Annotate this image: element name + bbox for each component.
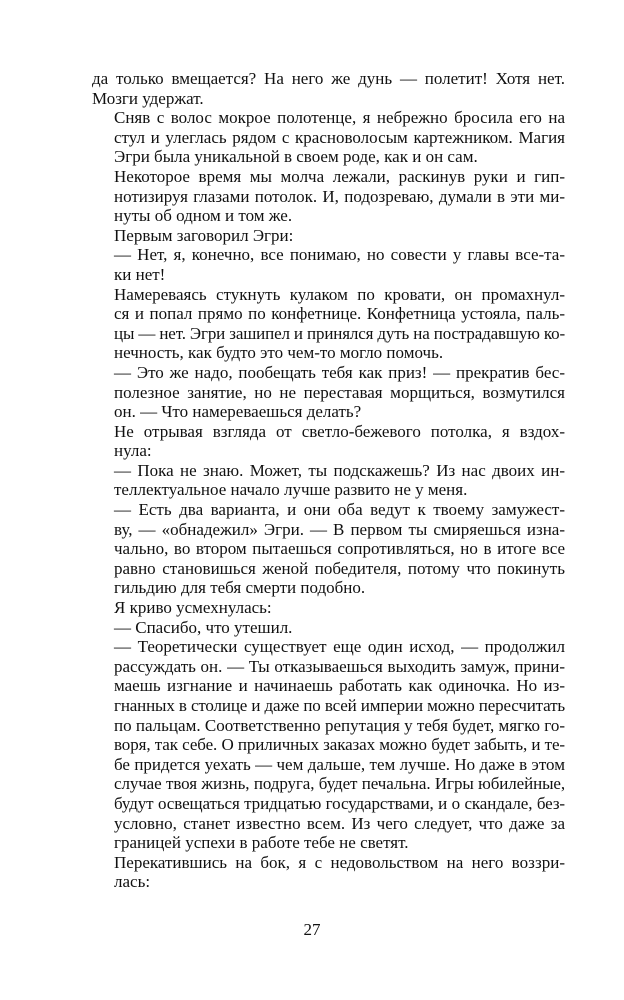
paragraph [92,167,565,226]
text-line: будут освещаться тридцатью государствами, и о скандале, без- [114,793,565,813]
text-line: он. — Что намереваешься делать? [114,402,362,422]
text-line: ся и попал прямо по конфетнице. Конфетница устояла, паль- [114,304,565,324]
text-line: теллектуальное начало лучше развито не у меня. [114,480,468,500]
text-line: Сняв с волос мокрое полотенце, я небрежно бросила его на [114,108,565,128]
text-line: — Спасибо, что утешил. [114,617,293,637]
text-line: чально, во втором пытаешься сопротивляться, но в итоге все [114,539,565,559]
text-line: ву, — «обнадежил» Эгри. — В первом ты смиряешься изна- [114,519,565,539]
paragraph [92,637,565,853]
paragraph [92,618,565,638]
paragraph [92,500,565,598]
paragraph [92,108,565,167]
text-line: — Есть два варианта, и они оба ведут к твоему замужест- [114,500,565,520]
text-line: нуты об одном и том же. [114,206,293,226]
text-line: Некоторое время мы молча лежали, раскинув руки и гип- [114,166,565,186]
paragraph [92,285,565,363]
text-line: бе придется уехать — чем дальше, тем лучше. Но даже в этом [114,754,565,774]
text-line: рассуждать он. — Ты отказываешься выходить замуж, прини- [114,656,565,676]
text-line: по пальцам. Соответственно репутация у тебя будет, мягко го- [114,715,565,735]
text-line: Эгри была уникальной в своем роде, как и он сам. [114,147,478,167]
text-line: Намереваясь стукнуть кулаком по кровати, он промахнул- [114,284,565,304]
text-line: маешь изгнание и начинаешь работать как одиночка. Но из- [114,676,565,696]
text-line: гильдию для тебя смерти подобно. [114,578,366,598]
text-line: стул и улеглась рядом с красноволосым картежником. Магия [114,127,565,147]
text-line: границей успехи в работе тебе не светят. [114,833,409,853]
text-line: условно, станет известно всем. Из чего следует, что даже за [114,813,565,833]
text-line: равно становишься женой победителя, потому что покинуть [114,558,565,578]
page-body [92,69,565,892]
text-line: случае твоя жизнь, подруга, будет печальна. Игры юбилейные, [114,774,565,794]
text-line: да только вмещается? На него же дунь — полетит! Хотя нет. [92,69,565,88]
text-line: нечность, как будто это чем-то могло помочь. [114,343,444,363]
text-line: воря, так себе. О приличных заказах можно будет забыть, и те- [114,735,565,755]
text-line: Я криво усмехнулась: [114,598,272,618]
paragraph [92,245,565,284]
text-line: цы — нет. Эгри зашипел и принялся дуть на пострадавшую ко- [114,323,565,343]
text-line: Первым заговорил Эгри: [114,225,294,245]
paragraph [92,598,565,618]
text-line: — Пока не знаю. Может, ты подскажешь? Из нас двоих ин- [114,460,565,480]
text-line: нула: [114,441,152,461]
text-line: — Это же надо, пообещать тебя как приз! — прекратив бес- [114,362,565,382]
paragraph [92,226,565,246]
text-line: полезное занятие, но не переставая морщиться, возмутился [114,382,565,402]
paragraph [92,853,565,892]
text-line: — Теоретически существует еще один исход, — продолжил [114,637,565,657]
paragraph [92,461,565,500]
text-line: — Нет, я, конечно, все понимаю, но совести у главы все-та- [114,245,565,265]
page-number: 27 [303,920,321,939]
text-line: гнанных в столице и даже по всей империи можно пересчитать [114,696,565,715]
text-line: нотизируя глазами потолок. И, подозреваю, думали в эти ми- [114,186,565,206]
text-line: ки нет! [114,264,166,284]
paragraph [92,69,565,108]
text-line: лась: [114,872,151,892]
text-line: Мозги удержат. [92,88,204,108]
paragraph [92,363,565,422]
paragraph [92,422,565,461]
text-line: Не отрывая взгляда от светло-бежевого потолка, я вздох- [114,421,565,441]
text-line: Перекатившись на бок, я с недовольством на него воззри- [114,852,565,872]
